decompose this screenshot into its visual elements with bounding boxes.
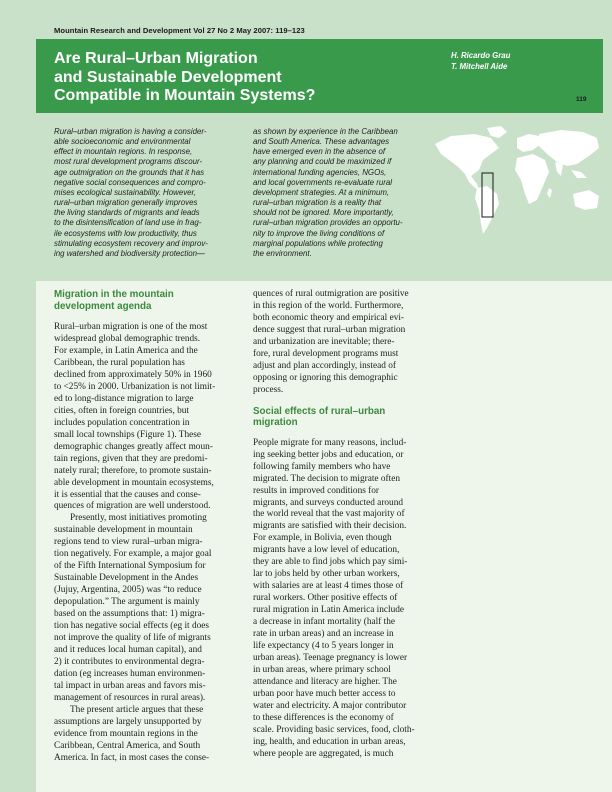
abstract-line: Rural–urban migration is having a consider- <box>54 127 207 136</box>
abstract-line: have emerged even in the absence of <box>253 147 386 157</box>
page-number: 119 <box>576 96 587 103</box>
abstract-line: ing watershed and biodiversity protection— <box>54 248 205 258</box>
text-line: following family members who have <box>253 461 391 472</box>
text-line: tal impact in urban areas and favors mis- <box>54 680 206 691</box>
map-europe <box>517 134 541 152</box>
text-line: where people are aggregated, is much <box>253 748 394 759</box>
text-line: cities, often in foreign countries, but <box>54 405 190 416</box>
map-greenland <box>487 126 507 138</box>
text-line: both economic theory and empirical evi- <box>253 312 405 323</box>
abstract-line: any planning and could be maximized if <box>253 157 392 167</box>
text-line: declined from approximately 50% in 1960 <box>54 370 212 380</box>
text-line: 2) it contributes to environmental degra- <box>54 656 205 667</box>
text-line: demographic changes greatly affect moun- <box>54 441 213 452</box>
abstract-line: as shown by experience in the Caribbean <box>253 127 398 136</box>
text-line: tion negatively. For example, a major goal <box>54 549 212 560</box>
abstract-line: international funding agencies, NGOs, <box>253 167 387 177</box>
text-line: ing seeking better jobs and education, or <box>253 449 404 460</box>
text-line: in urban areas, where primary school <box>253 664 391 675</box>
title-line: Are Rural–Urban Migration <box>54 50 258 67</box>
text-line: a decrease in infant mortality (half the <box>253 617 395 628</box>
author-name: H. Ricardo Grau <box>451 51 511 60</box>
text-line: widespread global demographic trends. <box>54 334 201 345</box>
abstract-line: rural–urban migration provides an opportu- <box>253 218 403 228</box>
text-line: process. <box>253 384 284 395</box>
abstract-line: to the disintensification of land use in frag- <box>54 218 202 228</box>
text-line: attendance and literacy are higher. The <box>253 676 397 687</box>
text-line: regions tend to view rural–urban migra- <box>54 537 203 548</box>
text-line: of the Fifth International Symposium for <box>54 561 206 572</box>
text-line: opposing or ignoring this demographic <box>253 372 398 383</box>
world-map-locator <box>421 124 603 240</box>
abstract-line: rural–urban migration is a reality that <box>253 198 382 208</box>
abstract-line: effect in mountain regions. In response, <box>54 147 193 157</box>
section-heading-line: Migration in the mountain <box>54 289 174 300</box>
abstract-line: most rural development programs discour- <box>54 157 203 167</box>
abstract-line: and local governments re-evaluate rural <box>253 177 393 187</box>
author-name: T. Mitchell Aide <box>451 62 508 71</box>
text-line: assumptions are largely unsupported by <box>54 716 202 727</box>
abstract-line: age outmigration on the grounds that it has <box>54 167 205 177</box>
text-line: evidence from mountain regions in the <box>54 728 198 739</box>
abstract-right-column <box>253 127 403 259</box>
journal-citation: Mountain Research and Development Vol 27 No 2 May 2007: 119–123 <box>54 26 305 35</box>
map-southeast-asia <box>571 170 587 178</box>
text-line: life expectancy (4 to 5 years longer in <box>253 640 394 651</box>
text-line: rate in urban areas) and an increase in <box>253 629 394 640</box>
paragraph-block <box>253 289 415 397</box>
text-line: includes population concentration in <box>54 417 190 428</box>
abstract-left-column <box>54 127 208 259</box>
text-line: to <25% in 2000. Urbanization is not limit- <box>54 381 216 392</box>
text-line: water and electricity. A major contributor <box>253 700 407 711</box>
text-line: Rural–urban migration is one of the most <box>54 322 208 333</box>
text-line: and it reduces local human capital), and <box>54 644 202 655</box>
text-line: America. In fact, in most cases the conse- <box>54 752 210 763</box>
text-line: migrants, and surveys conducted around <box>253 497 404 508</box>
abstract-line: nity to improve the living conditions of <box>253 228 385 238</box>
text-line: dence suggest that rural–urban migration <box>253 324 406 335</box>
section-heading <box>54 289 215 312</box>
text-line: For example, in Bolivia, even though <box>253 533 392 544</box>
text-line: tion has negative social effects (eg it does <box>54 621 209 632</box>
map-madagascar <box>547 188 552 198</box>
map-asia <box>539 130 599 166</box>
text-line: urban areas). Teenage pregnancy is lower <box>253 652 408 663</box>
map-north-america <box>435 134 499 176</box>
text-line: urban poor have much better access to <box>253 688 396 699</box>
abstract-line: able socioeconomic and environmental <box>54 137 191 147</box>
text-line: to these differences is the economy of <box>253 712 394 723</box>
abstract-line: stimulating ecosystem recovery and improv- <box>54 238 208 248</box>
text-line: rural workers. Other positive effects of <box>253 593 398 604</box>
text-line: management of resources in rural areas). <box>54 692 206 703</box>
text-line: in this region of the world. Furthermore, <box>253 300 404 311</box>
map-central-america <box>465 174 479 190</box>
text-line: results in improved conditions for <box>253 485 380 496</box>
text-line: and urbanization are inevitable; there- <box>253 336 395 347</box>
text-line: scale. Providing basic services, food, cloth- <box>253 724 415 735</box>
text-line: The present article argues that these <box>70 704 204 715</box>
section-heading <box>253 406 415 429</box>
text-line: (Jujuy, Argentina, 2005) was “to reduce <box>54 585 202 596</box>
map-australia <box>573 190 599 210</box>
paragraph-block <box>54 322 215 764</box>
text-line: quences of migration are well understood. <box>54 501 211 512</box>
abstract-line: mises ecological sustainability. However, <box>54 187 196 197</box>
text-line: small local townships (Figure 1). These <box>54 429 202 440</box>
text-line: dation (eg increases human environmen- <box>54 668 206 679</box>
abstract-line: rural–urban migration generally improves <box>54 198 198 208</box>
text-line: they are able to find jobs which pay simi- <box>253 557 408 568</box>
paragraph-block <box>253 438 415 761</box>
text-line: tain regions, given that they are predomi- <box>54 453 208 464</box>
text-line: Sustainable Development in the Andes <box>54 573 199 584</box>
text-line: People migrate for many reasons, includ- <box>253 437 407 448</box>
body-column-left <box>54 289 215 764</box>
section-heading-line: Social effects of rural–urban <box>253 405 386 417</box>
section-heading-line: development agenda <box>54 300 152 312</box>
map-india <box>555 162 563 176</box>
text-line: depopulation.” The argument is mainly <box>54 597 200 608</box>
text-line: migrated. The decision to migrate often <box>253 473 400 484</box>
map-africa <box>515 154 549 204</box>
title-line: and Sustainable Development <box>54 68 282 86</box>
title-line: Compatible in Mountain Systems? <box>54 87 316 104</box>
abstract-line: and South America. These advantages <box>253 137 390 147</box>
text-line: Presently, most initiatives promoting <box>70 513 207 524</box>
abstract-line: ile ecosystems with low productivity, thus <box>54 228 197 238</box>
abstract-line: development strategies. At a minimum, <box>253 187 390 197</box>
text-line: sustainable development in mountain <box>54 525 193 536</box>
abstract-line: negative social consequences and compro- <box>54 177 206 187</box>
text-line: Caribbean, Central America, and South <box>54 740 201 751</box>
text-line: ed to long-distance migration to large <box>54 393 194 404</box>
text-line: migrants have a low level of education, <box>253 545 400 556</box>
text-line: fore, rural development programs must <box>253 348 399 359</box>
text-line: the world reveal that the vast majority of <box>253 509 405 520</box>
text-line: adjust and plan accordingly, instead of <box>253 360 396 371</box>
abstract-line: should not be ignored. More importantly, <box>253 208 394 218</box>
text-line: Caribbean, the rural population has <box>54 358 185 369</box>
article-title <box>54 50 315 106</box>
section-heading-line: migration <box>253 417 298 429</box>
body-column-right <box>253 289 415 761</box>
text-line: For example, in Latin America and the <box>54 346 198 357</box>
text-line: rural migration in Latin America include <box>253 605 405 616</box>
text-line: with salaries are at least 4 times those of <box>253 581 404 592</box>
abstract-line: the environment. <box>253 248 312 258</box>
map-south-america <box>475 186 499 234</box>
text-line: it is essential that the causes and conse- <box>54 489 201 500</box>
abstract-line: the living standards of migrants and leads <box>54 208 200 218</box>
text-line: quences of rural outmigration are positive <box>253 289 409 299</box>
author-list <box>451 50 510 72</box>
text-line: migrants are satisfied with their decision. <box>253 521 407 532</box>
text-line: nately rural; therefore, to promote sustain- <box>54 465 212 476</box>
text-line: ing, health, and education in urban areas, <box>253 736 406 747</box>
text-line: not improve the quality of life of migrants <box>54 632 211 643</box>
text-line: lar to jobs held by other urban workers, <box>253 569 400 580</box>
abstract-line: marginal populations while protecting <box>253 238 383 248</box>
text-line: based on the assumptions that: 1) migra- <box>54 609 205 620</box>
text-line: able development in mountain ecosystems, <box>54 477 214 488</box>
